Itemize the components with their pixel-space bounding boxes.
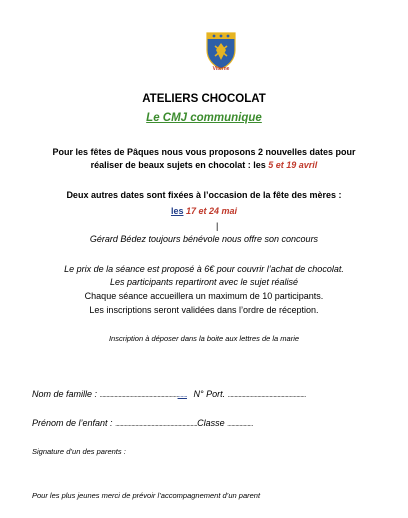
text-cursor-mark: | bbox=[216, 221, 219, 231]
signature-label: Signature d’un des parents : bbox=[32, 447, 126, 456]
mothers-day-intro-line: Deux autres dates sont fixées à l’occasion de la fête des mères : bbox=[66, 190, 342, 200]
sponsor-line: Gérard Bédez toujours bénévole nous offre son concours bbox=[89, 234, 319, 244]
mothers-day-dates: 17 et 24 mai bbox=[185, 206, 238, 216]
family-name-field-underline[interactable]: ....... bbox=[177, 392, 187, 399]
child-name-row bbox=[32, 418, 253, 428]
easter-dates-line bbox=[0, 160, 408, 170]
order-line: Les inscriptions seront validées dans l’ordre de réception. bbox=[89, 305, 319, 315]
easter-intro-line: Pour les fêtes de Pâques nous vous proposons 2 nouvelles dates pour bbox=[52, 147, 356, 157]
page-title: ATELIERS CHOCOLAT bbox=[142, 93, 266, 105]
deposit-note: Inscription à déposer dans la boite aux lettres de la marie bbox=[108, 334, 300, 343]
class-field[interactable]: ................... bbox=[227, 421, 253, 428]
capacity-line: Chaque séance accueillera un maximum de 10 participants. bbox=[84, 291, 324, 301]
class-label: Classe bbox=[197, 418, 225, 428]
family-name-label: Nom de famille : bbox=[32, 389, 98, 399]
price-line: Le prix de la séance est proposé à 6€ pour couvrir l’achat de chocolat. bbox=[64, 264, 344, 274]
crest-caption: Viterne bbox=[212, 66, 230, 72]
page-subtitle: Le CMJ communique bbox=[146, 112, 262, 124]
easter-dates-text: réaliser de beaux sujets en chocolat : les bbox=[90, 160, 266, 170]
participants-line: Les participants repartiront avec le sujet réalisé bbox=[109, 277, 299, 287]
child-name-field[interactable]: ............................................................. bbox=[115, 421, 198, 428]
family-name-row bbox=[32, 389, 306, 399]
footer-note: Pour les plus jeunes merci de prévoir l’accompagnement d’un parent bbox=[32, 491, 261, 500]
phone-field[interactable]: .......................................................... bbox=[227, 392, 306, 399]
easter-dates: 5 et 19 avril bbox=[268, 160, 318, 170]
mothers-day-dates-line bbox=[0, 206, 408, 216]
mothers-day-les: les bbox=[170, 206, 184, 216]
child-name-label: Prénom de l’enfant : bbox=[32, 418, 113, 428]
phone-label: N° Port. bbox=[193, 389, 226, 399]
family-name-field[interactable]: .......................................................... bbox=[99, 392, 178, 399]
